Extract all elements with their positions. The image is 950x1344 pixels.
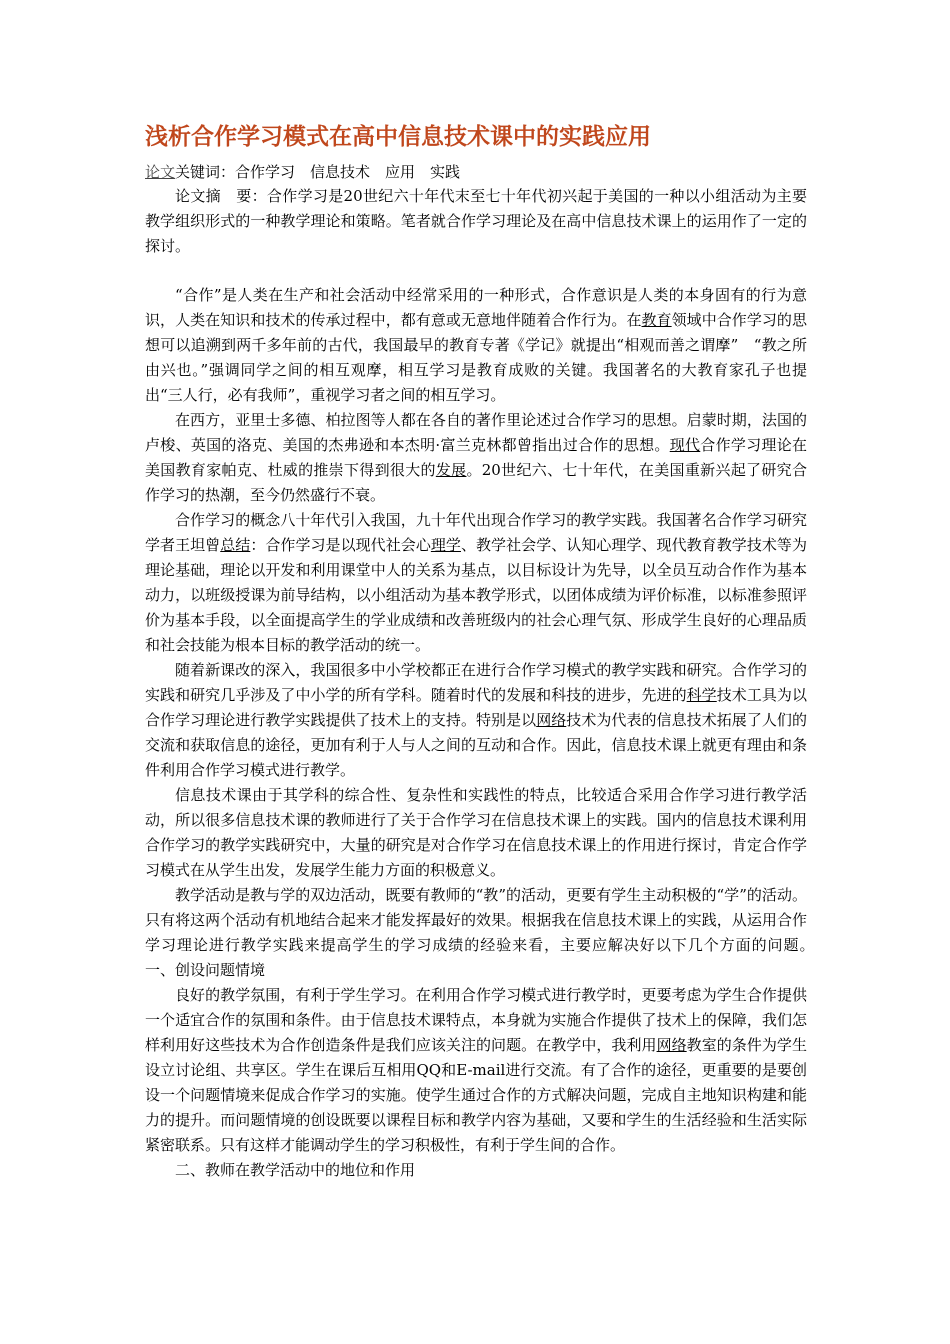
link-fazhan[interactable]: 发展	[435, 461, 467, 479]
keywords-line	[145, 160, 807, 184]
link-xiandai[interactable]: 现代	[669, 436, 701, 454]
p3-text-a: 合作学习的概念八十年代引入我国，九十年代出现合作学习的教学实践。我国著名合作学习研究学者王坦曾	[145, 511, 807, 554]
p4-text-c: 技术为代表的信息技术拓展了人们的交流和获取信息的途径，更加有利于人与人之间的互动和合作。因此，信息技术课上就更有理由和条件利用合作学习模式进行教学。	[145, 711, 807, 779]
link-zongjie[interactable]: 总结	[220, 536, 251, 554]
link-lunwen[interactable]: 论文	[145, 163, 176, 181]
p1-text-a: “合作”是人类在生产和社会活动中经常采用的一种形式，合作意识是人类的本身固有的行为意识，人类在知识和技术的传承过程中，都有意或无意地伴随着合作行为。在	[145, 286, 807, 329]
p2-text-a: 在西方，亚里士多德、柏拉图等人都在各自的著作里论述过合作学习的思想。启蒙时期，法国的卢梭、英国的洛克、美国的杰弗逊和本杰明·富兰克林都曾指出过合作的思想。	[145, 411, 807, 454]
keywords-text: 关键词：合作学习 信息技术 应用 实践	[175, 163, 461, 181]
blank-line	[145, 259, 807, 283]
link-wangluo[interactable]: 网络	[536, 711, 567, 729]
p3-text-c: 、教学社会学、认知心理学、现代教育教学技术等为理论基础，理论以开发和利用课堂中人的关系为基点，以目标设计为先导，以全员互动合作作为基本动力，以班级授课为前导结构，以小组活动为基本教学形式，以团体成绩为评价标准，以标准参照评价为基本手段，以全面提高学生的学业成绩和改善班级内的社会心理气氛、形成学生良好的心理品质和社会技能为根本目标的教学活动的统一。	[145, 536, 807, 654]
article-title: 浅析合作学习模式在高中信息技术课中的实践应用	[145, 124, 651, 150]
document-page	[145, 120, 823, 1183]
paragraph-3	[145, 508, 807, 658]
paragraph-6: 教学活动是教与学的双边活动，既要有教师的“教”的活动，更要有学生主动积极的“学”的活动。只有将这两个活动有机地结合起来才能发挥最好的效果。根据我在信息技术课上的实践，从运用合作学习理论进行教学实践来提高学生的学习成绩的经验来看，主要应解决好以下几个方面的问题。 一、创设问题情境	[145, 886, 823, 979]
abstract-paragraph: 论文摘 要：合作学习是20世纪六十年代末至七十年代初兴起于美国的一种以小组活动为主要教学组织形式的一种教学理论和策略。笔者就合作学习理论及在高中信息技术课上的运用作了一定的探讨。	[145, 187, 807, 255]
p1-text-b: 领域中合作学习的思想可以追溯到两千多年前的古代，我国最早的教育专著《学记》就提出“相观而善之谓摩” “教之所由兴也。”强调同学之间的相互观摩，相互学习是教育成败的关键。我国著名的大教育家孔子也提出“三人行，必有我师”，重视学习者之间的相互学习。	[145, 311, 807, 404]
link-lixue[interactable]: 理学	[430, 536, 461, 554]
p4-text-b: 技术工具为以合作学习理论进行教学实践提供了技术上的支持。特别是以	[145, 686, 807, 729]
p7-text-a: 良好的教学氛围，有利于学生学习。在利用合作学习模式进行教学时，更要考虑为学生合作提供一个适宜合作的氛围和条件。由于信息技术课特点，本身就为实施合作提供了技术上的保障，我们怎样利用好这些技术为合作创造条件是我们应该关注的问题。在教学中，我利用	[145, 986, 807, 1054]
p7-text-b: 教室的条件为学生设立讨论组、共享区。学生在课后互相用QQ和E-mail进行交流。有了合作的途径，更重要的是要创设一个问题情境来促成合作学习的实施。使学生通过合作的方式解决问题，完成自主地知识构建和能力的提升。而问题情境的创设既要以课程目标和教学内容为基础，又要和学生的生活经验和生活实际紧密联系。只有这样才能调动学生的学习积极性，有利于学生间的合作。	[145, 1036, 807, 1154]
link-wangluo-2[interactable]: 网络	[656, 1036, 687, 1054]
paragraph-1	[145, 283, 807, 408]
paragraph-2	[145, 408, 807, 508]
p3-text-b: ：合作学习是以现代社会心	[250, 536, 431, 554]
p4-text-a: 随着新课改的深入，我国很多中小学校都正在进行合作学习模式的教学实践和研究。合作学习的实践和研究几乎涉及了中小学的所有学科。随着时代的发展和科技的进步，先进的	[145, 661, 807, 704]
link-jiaoyu[interactable]: 教育	[641, 311, 672, 329]
p2-text-b: 合作学习理论在美国教育家帕克、杜威的推崇下得到很大的	[145, 436, 807, 479]
paragraph-5: 信息技术课由于其学科的综合性、复杂性和实践性的特点，比较适合采用合作学习进行教学活动，所以很多信息技术课的教师进行了关于合作学习在信息技术课上的实践。国内的信息技术课利用合作学习的教学实践研究中，大量的研究是对合作学习在信息技术课上的作用进行探讨，肯定合作学习模式在从学生出发，发展学生能力方面的积极意义。	[145, 786, 807, 879]
paragraph-7	[145, 983, 807, 1158]
section-heading-2: 二、教师在教学活动中的地位和作用	[175, 1161, 416, 1179]
link-kexue[interactable]: 科学	[686, 686, 717, 704]
p2-text-c: 。20世纪六、七十年代，在美国重新兴起了研究合作学习的热潮，至今仍然盛行不衰。	[145, 461, 807, 504]
paragraph-4	[145, 658, 807, 783]
